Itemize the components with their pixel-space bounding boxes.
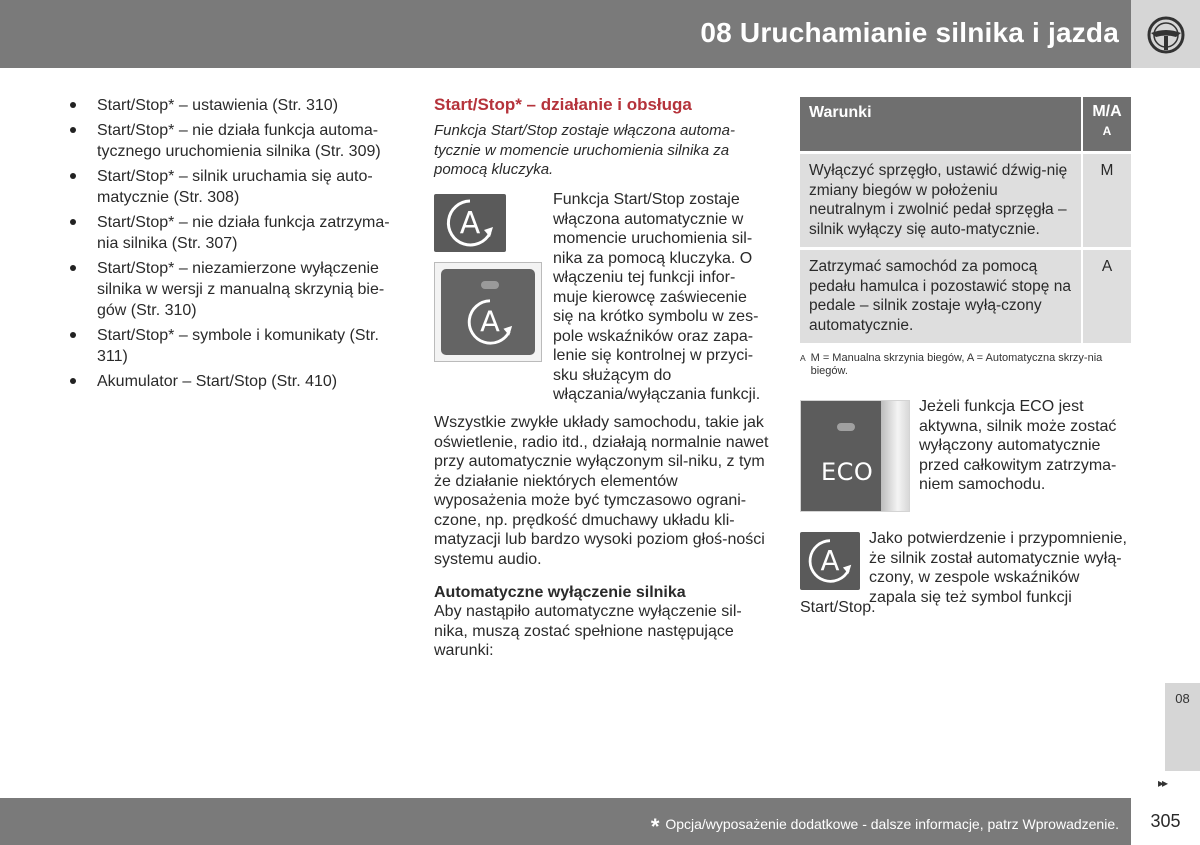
asterisk-marker: * <box>650 814 660 839</box>
para-confirm-tail: Start/Stop. <box>800 599 876 616</box>
related-link[interactable]: Start/Stop* – nie działa funkcja automa-tycznego uruchomienia silnika (Str. 309) <box>67 120 397 162</box>
chapter-number: 08 <box>1175 691 1190 706</box>
table-cell-condition: Zatrzymać samochód za pomocą pedału hamulca i pozostawić stopę na pedale – silnik zostaje wyłą-czony automatycznie. <box>800 247 1081 343</box>
start-stop-symbol-icon <box>800 532 860 590</box>
eco-button-image <box>800 400 910 512</box>
table-row <box>800 247 1131 343</box>
page-number: 305 <box>1131 798 1200 845</box>
symbol-letter: A <box>459 205 481 241</box>
table-footnote <box>800 352 1131 378</box>
indicator-lamp <box>837 423 855 431</box>
page-footer <box>0 798 1131 845</box>
conditions-column <box>800 97 1131 630</box>
related-link[interactable]: Start/Stop* – niezamierzone wyłączenie silnika w wersji z manualną skrzynią bie-gów (Str. 310) <box>67 258 397 321</box>
conditions-table <box>800 97 1131 343</box>
table-cell-ma: M <box>1081 151 1131 247</box>
table-row <box>800 151 1131 247</box>
related-link[interactable]: Start/Stop* – nie działa funkcja zatrzyma-nia silnika (Str. 307) <box>67 212 397 254</box>
chapter-side-tab <box>1165 683 1200 771</box>
continue-arrow-icon: ▸▸ <box>1158 776 1167 790</box>
para-conditions: Aby nastąpiło automatyczne wyłączenie sil-nika, muszą zostać spełnione następujące warunki: <box>434 603 742 659</box>
related-link[interactable]: Akumulator – Start/Stop (Str. 410) <box>67 371 397 392</box>
para-activation-body: Funkcja Start/Stop zostaje włączona automatycznie w momencie uruchomienia sil-nika za pomocą kluczyka. O włączeniu tej funkcji infor-muje kierowcę zaświecenie się na krótko symbolu w zes-pole wskaźników oraz zapa-lenie się kontrolnej w przyci-sku służącym do włączania/wyłączania funkcji. <box>553 191 761 403</box>
related-link[interactable]: Start/Stop* – silnik uruchamia się auto-matycznie (Str. 308) <box>67 166 397 208</box>
table-cell-condition: Wyłączyć sprzęgło, ustawić dźwig-nię zmiany biegów w położeniu neutralnym i zwolnić pedał sprzęgła – silnik wyłączy się auto-matycznie. <box>800 151 1081 247</box>
section-intro: Funkcja Start/Stop zostaje włączona automa-tycznie w momencie uruchomienia silnika za pomocą kluczyka. <box>434 122 735 178</box>
eco-label: ECO <box>821 458 874 486</box>
footer-note: Opcja/wyposażenie dodatkowe - dalsze informacje, patrz Wprowadzenie. <box>665 816 1119 832</box>
para-eco: Jeżeli funkcja ECO jest aktywna, silnik może zostać wyłączony automatycznie przed całkowitym zatrzyma-niem samochodu. <box>919 398 1117 493</box>
para-systems: Wszystkie zwykłe układy samochodu, takie jak oświetlenie, radio itd., działają normalnie nawet przy automatycznie wyłączonym sil-niku, z tym że działanie niektórych elementów wyposażenia może być tymczasowo ograni-czone, np. prędkość dmuchawy układu kli-matyzacji lub bardzo wysoki poziom głoś-ności systemu audio. <box>434 414 769 568</box>
related-link[interactable]: Start/Stop* – symbole i komunikaty (Str. 311) <box>67 325 397 367</box>
related-link[interactable]: Start/Stop* – ustawienia (Str. 310) <box>67 95 397 116</box>
footnote-mark: A <box>800 353 806 363</box>
para-activation-block <box>434 190 769 417</box>
symbol-letter: A <box>480 304 500 339</box>
table-header-conditions: Warunki <box>800 97 1081 151</box>
related-topics <box>67 95 397 396</box>
subsection-title: Automatyczne wyłączenie silnika <box>434 584 686 601</box>
chapter-header <box>0 0 1131 68</box>
chapter-tab <box>1131 0 1200 68</box>
para-confirm: Jako potwierdzenie i przypomnienie, że silnik został automatycznie wyłą-czony, w zespole wskaźników zapala się też symbol funkcji <box>869 530 1127 606</box>
footnote-text: M = Manualna skrzynia biegów, A = Automatyczna skrzy-nia biegów. <box>810 352 1103 377</box>
footnote-ref: A <box>1102 124 1112 138</box>
table-header-ma: M/A A <box>1081 97 1131 151</box>
symbol-letter: A <box>820 544 840 578</box>
table-cell-ma: A <box>1081 247 1131 343</box>
section-start-stop <box>434 95 769 659</box>
steering-wheel-icon <box>1146 15 1186 55</box>
chapter-title: 08 Uruchamianie silnika i jazda <box>700 17 1119 48</box>
section-title: Start/Stop* – działanie i obsługa <box>434 95 692 114</box>
